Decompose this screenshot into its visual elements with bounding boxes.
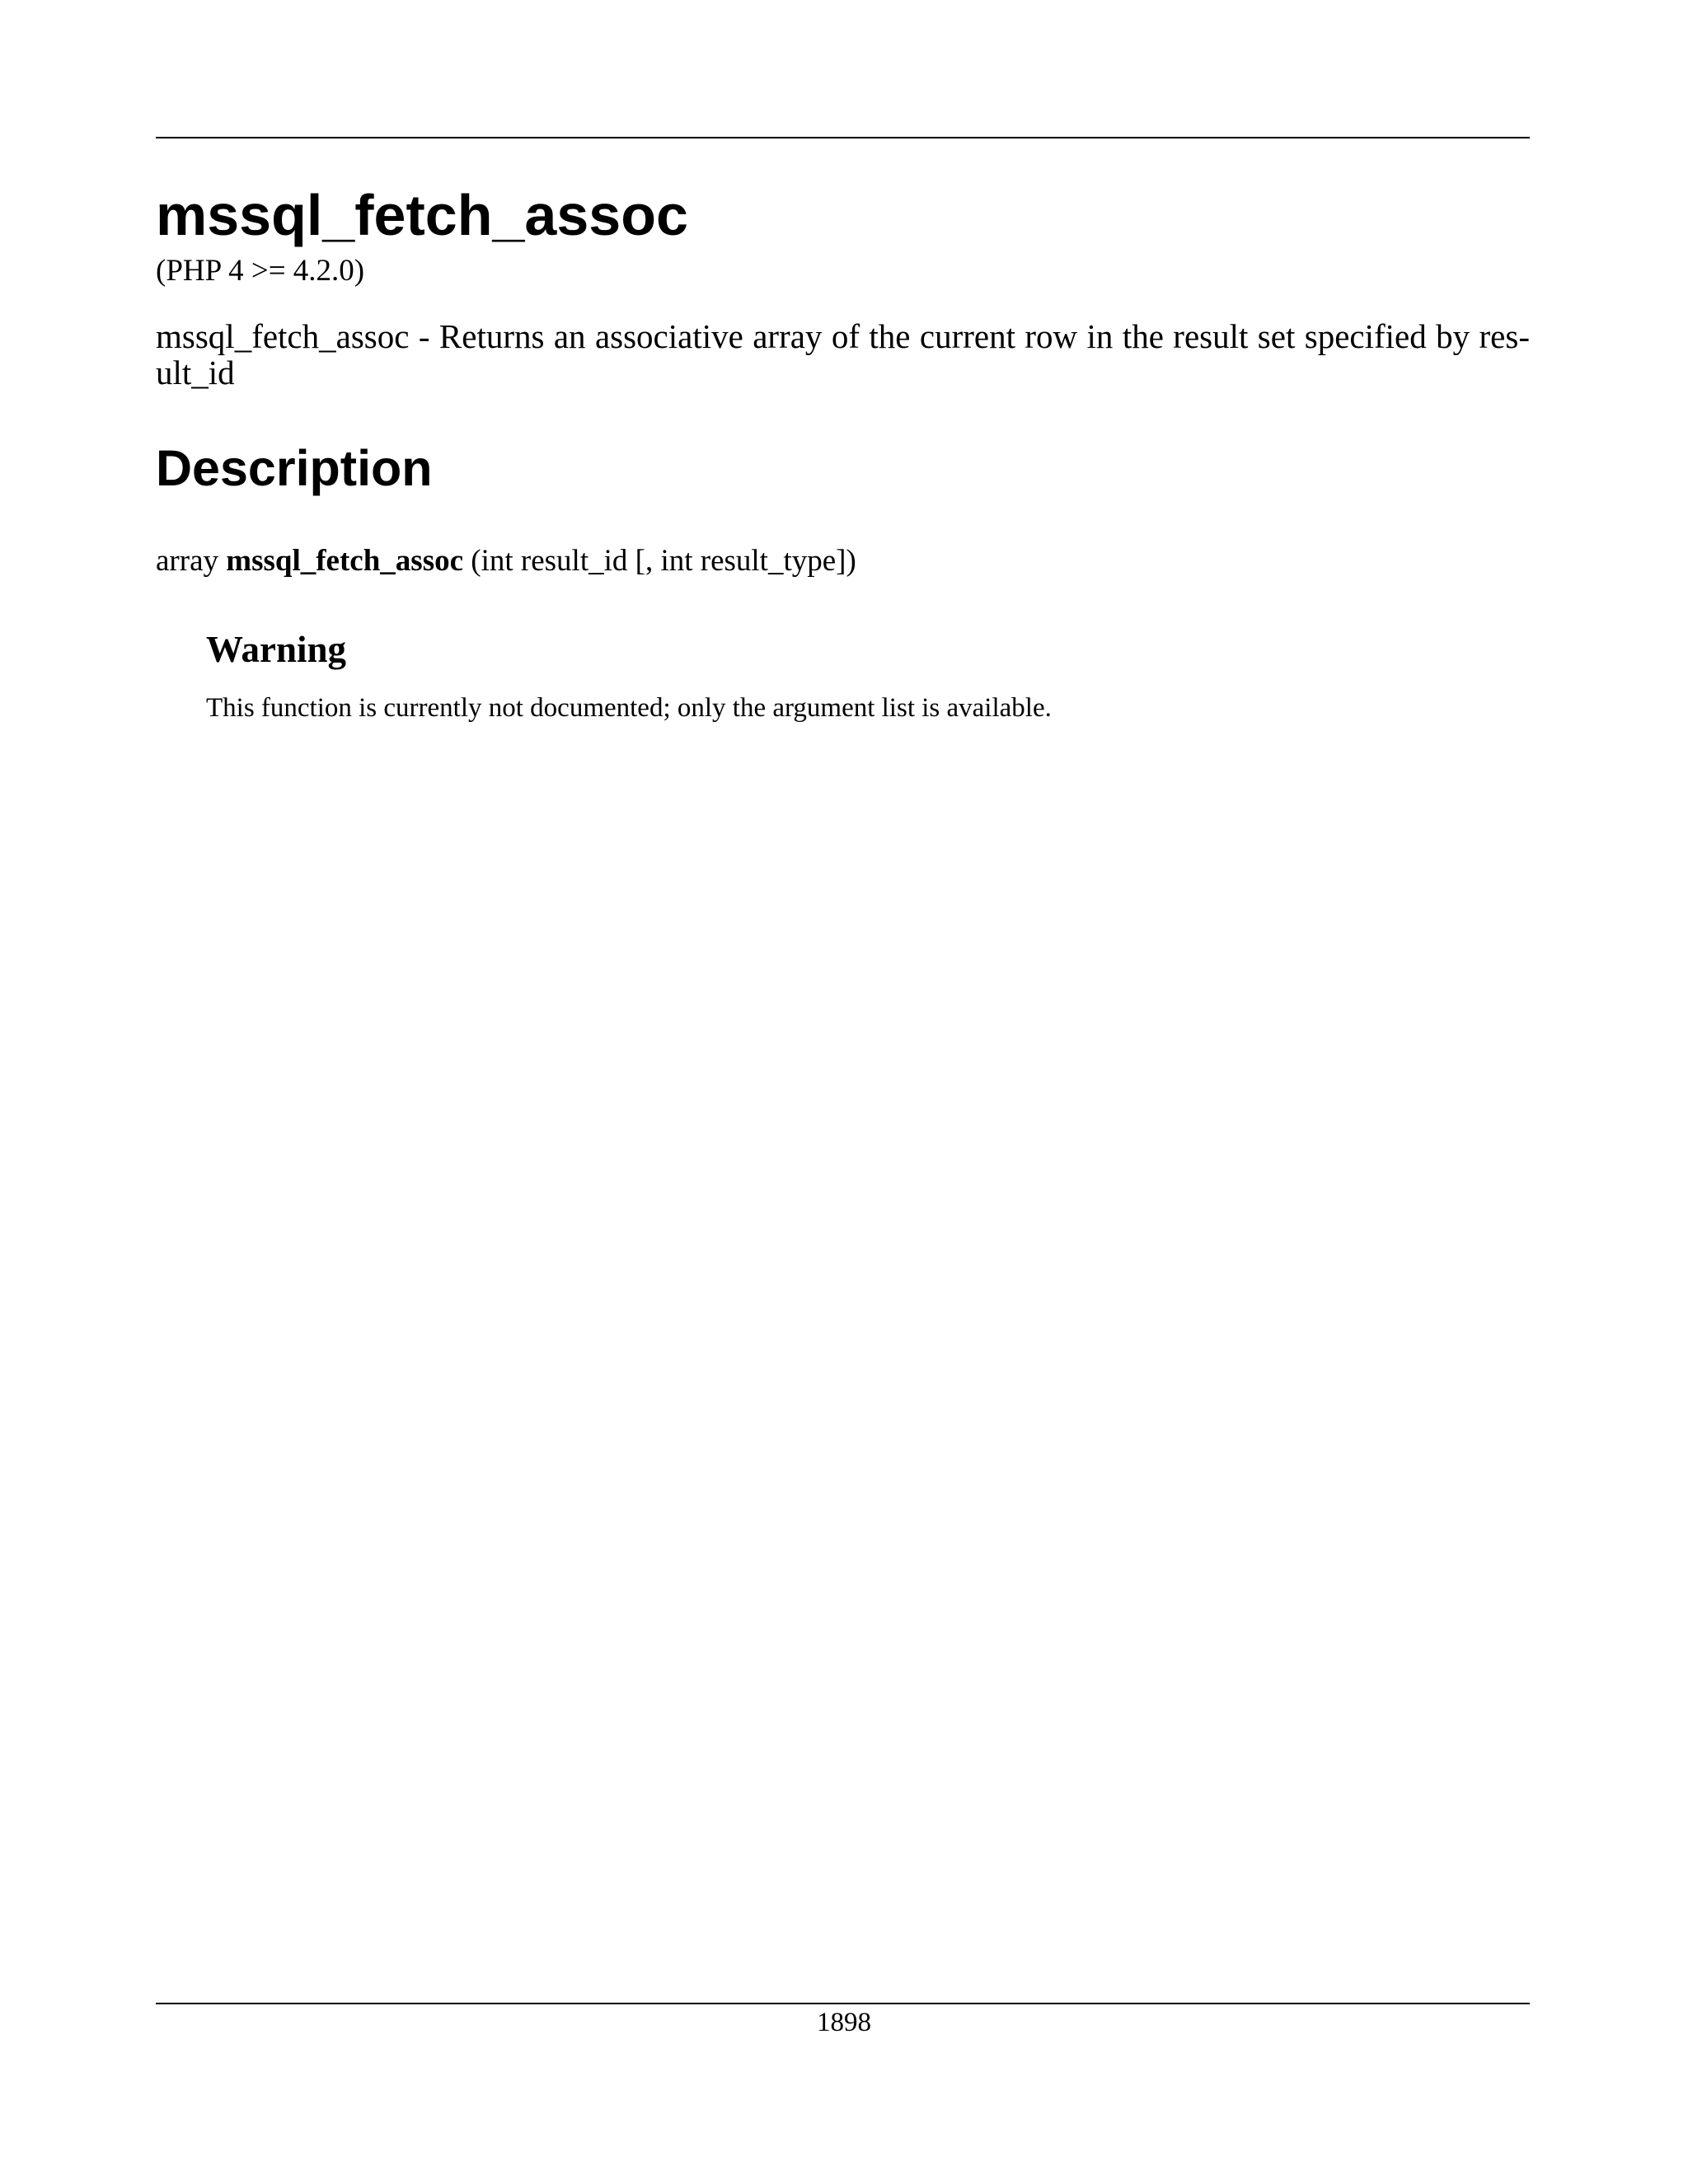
page-number: 1898: [817, 2008, 871, 2037]
synopsis-return-type: array: [156, 544, 218, 578]
header-rule: [156, 137, 1530, 138]
warning-box: [206, 631, 1492, 724]
warning-title: Warning: [206, 629, 347, 670]
synopsis-function-name: mssql_fetch_assoc: [226, 544, 464, 578]
warning-text: This function is currently not documented; only the argument list is available.: [206, 693, 1052, 723]
function-synopsis: [156, 544, 856, 579]
description-heading: Description: [156, 440, 433, 496]
function-purpose-line: ult_id: [156, 354, 235, 391]
page-title: mssql_fetch_assoc: [156, 183, 688, 247]
function-purpose-line: mssql_fetch_assoc - Returns an associative array of the current row in the result set specified by res-: [156, 317, 1530, 355]
php-version-note: (PHP 4 >= 4.2.0): [156, 254, 365, 288]
function-purpose: [156, 318, 1530, 391]
footer-rule: [156, 2003, 1530, 2004]
synopsis-parameters: (int result_id [, int result_type]): [471, 544, 856, 578]
